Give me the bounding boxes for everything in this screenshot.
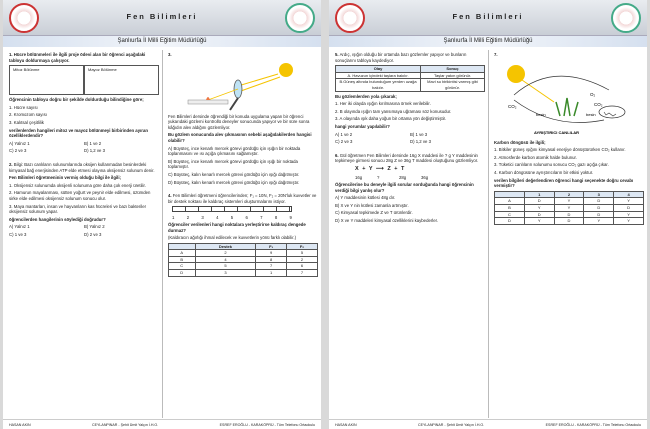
page-subtitle: Şanlıurfa İl Milli Eğitim Müdürlüğü xyxy=(3,36,321,47)
ruler-tick-label: 5 xyxy=(230,215,234,221)
mass-t: 36g xyxy=(421,174,429,180)
carbon-cycle-icon xyxy=(494,60,644,138)
list-item: 1. Her iki olayda ışığın kırılmasına örnek verilebilir. xyxy=(335,101,431,107)
column-right xyxy=(494,52,644,227)
option-a[interactable]: A) Yalnız 1 xyxy=(9,224,30,230)
option-a[interactable]: A) 1 ve 2 xyxy=(335,131,353,137)
option-c[interactable]: C) Büyüteç, kalın kenarlı mercek görevi gördüğü için ışığı dağıtmıştır. xyxy=(168,171,300,177)
table-cell: D xyxy=(554,211,584,218)
table-cell: 2 xyxy=(195,250,256,257)
question-5-ask: hangi yorumlar yapılabilir? xyxy=(335,123,390,129)
table-cell: 2 xyxy=(286,256,317,263)
option-d[interactable]: D) 2 ve 3 xyxy=(84,231,102,237)
label-besin-left: besin xyxy=(536,111,546,117)
question-4: 4. Fen Bilimleri öğretmeni öğrencilerinden; F₁ = 10N, F₂ = 20N'luk kuvvetler ve bir destek noktası ile kaldıraç sistemleri oluşturmalarını istiyor. xyxy=(168,193,317,204)
table-cell: 8 xyxy=(256,256,287,263)
table-row xyxy=(169,256,318,263)
question-1: 1. Hücre bölünmeleri ile ilgili proje ödevi alan bir öğrenci aşağıdaki tabloyu doldurmaya çalışıyor. xyxy=(9,52,146,63)
table-row xyxy=(169,263,318,270)
table-cell: B xyxy=(169,256,196,263)
option-b[interactable]: B) 1 ve 2 xyxy=(84,140,102,146)
column-header: Sonuç xyxy=(421,66,485,73)
table-row xyxy=(495,211,644,218)
table-row xyxy=(336,79,485,91)
question-6: 6. Gül öğretmen Fen Bilimleri dersinde 16g X maddesi ile ? g Y maddesinin tepkimeye girmesi sonucu 28g Z ve 36g T maddesi oluştuğunu gözlemliyor. xyxy=(335,152,479,164)
table-row xyxy=(495,198,644,205)
worksheet-page-right xyxy=(329,0,647,429)
ruler-tick-label: 2 xyxy=(186,215,190,221)
footer-school: CEYLANPINAR - Şehit Ümit Yalçın İ.H.O. xyxy=(418,423,485,427)
page-header xyxy=(3,0,321,36)
table-cell: Y xyxy=(554,204,584,211)
table-cell: D xyxy=(614,204,644,211)
list-item: 3. A olayında ışık daha yoğun bir ortama yön değiştirmiştir. xyxy=(335,116,447,122)
option-d[interactable]: D) 1,2 ve 3 xyxy=(410,139,432,145)
table-cell: D xyxy=(495,218,525,225)
school-logo-icon xyxy=(611,3,641,33)
column-header: F₁ xyxy=(256,243,287,250)
option-b[interactable]: B) X ve Y nin kütlesi zamanla artmıştır. xyxy=(335,202,409,208)
table-cell: 7 xyxy=(256,263,287,270)
table-cell: A xyxy=(169,250,196,257)
ruler-tick-label: 7 xyxy=(260,215,263,221)
page-title: Fen Bilimleri xyxy=(452,12,524,21)
option-d[interactable]: D) X ve Y maddeleri kimyasal özelliklerini kaybederler. xyxy=(335,218,439,224)
table-cell: D xyxy=(584,198,614,205)
column-right xyxy=(168,52,318,279)
table-cell: Y xyxy=(614,218,644,225)
column-header: Olay xyxy=(336,66,421,73)
footer-school: CEYLANPINAR - Şehit Ümit Yalçın İ.H.O. xyxy=(92,423,159,427)
list-item: 1. Hücre sayısı xyxy=(9,104,38,110)
column-header xyxy=(495,191,525,198)
table-cell: Y xyxy=(614,211,644,218)
table-cell: Y xyxy=(524,218,554,225)
table-cell: D xyxy=(524,198,554,205)
option-a[interactable]: A) Büyüteç, ince kenarlı mercek görevi gördüğü için ışığın bir noktada toplanmasını ve ısı açığa çıkmasını sağlamıştır. xyxy=(168,145,301,157)
question-6-ask: Öğrencilerine bu deneyle ilgili sorular sorduğunda hangi öğrencinin verdiği bilgi yanlış olur? xyxy=(335,182,474,193)
column-divider xyxy=(162,50,163,418)
option-a[interactable]: A) Y maddesinin kütlesi 48g dır. xyxy=(335,195,396,201)
table-cell: D xyxy=(584,204,614,211)
table-cell: 5 xyxy=(286,250,317,257)
list-item: 3. Tüketici canlıların solunumu sonucu CO₂ gazı açığa çıkar. xyxy=(494,162,609,168)
column-divider xyxy=(488,50,489,418)
answer-table xyxy=(494,191,644,225)
table-row xyxy=(169,270,318,277)
table-cell: D xyxy=(169,270,196,277)
table-row xyxy=(495,204,644,211)
option-b[interactable]: B) 1 ve 3 xyxy=(410,131,428,137)
lever-table xyxy=(168,243,318,277)
table-cell: 3 xyxy=(195,270,256,277)
ruler-tick-label: 8 xyxy=(274,215,278,221)
carbon-cycle-diagram xyxy=(494,60,644,138)
page-header xyxy=(329,0,647,36)
page-title: Fen Bilimleri xyxy=(126,12,198,21)
column-left xyxy=(335,52,485,226)
table-cell: Mavi su birikintisi varmış gibi görünür. xyxy=(421,79,485,91)
option-c[interactable]: C) Kimyasal tepkimede Z ve T ürünlerdir. xyxy=(335,210,413,216)
reaction-equation: X + Y ⟶ Z + T xyxy=(355,165,406,172)
table-cell: D xyxy=(524,211,554,218)
option-b[interactable]: B) Yalnız 2 xyxy=(84,224,105,230)
question-1-ask: verilenlerden hangileri mitoz ve mayoz bölünmeyi birbirinden ayıran özelliklerdendir? xyxy=(9,127,148,139)
table-header-row xyxy=(169,243,318,250)
ruler-labels xyxy=(172,215,292,221)
table-header-row xyxy=(336,66,485,73)
option-c[interactable]: C) 2 ve 3 xyxy=(335,139,353,145)
column-header: 2 xyxy=(554,191,584,198)
footer-author: HASAN AKIN xyxy=(335,423,357,427)
option-d[interactable]: D) Büyüteç, kalın kenarlı mercek görevi gördüğü için ışığı dağıtmıştır. xyxy=(168,179,300,185)
reaction-masses xyxy=(355,175,485,181)
question-7-number: 7. xyxy=(494,52,498,57)
question-2: 2. Bilgi: Bazı canlıların solunumlarında oksijen kullanmadan besinlerdeki kimyasal bağ enerjisinden ATP elde etmesi olayına oksijensiz solunum denir. xyxy=(9,161,155,173)
column-header: Destek xyxy=(195,243,256,250)
table-cell: D xyxy=(554,218,584,225)
list-item: 2. B olayında ışığın tam yansımaya uğraması söz konusudur. xyxy=(335,108,452,114)
question-5-prompt: Bu gözlemlerden yola çıkarak; xyxy=(335,93,397,99)
table-cell: 6 xyxy=(286,263,317,270)
column-header: F₂ xyxy=(286,243,317,250)
table-cell: Taşlar yakın görünür. xyxy=(421,72,485,79)
column-header: 3 xyxy=(584,191,614,198)
list-item: 2. Kromozom sayısı xyxy=(9,112,47,118)
table-header-row xyxy=(495,191,644,198)
mass-y: ? xyxy=(377,174,380,180)
question-2-prompt: öğrencilerden hangilerinin söylediği doğrudur? xyxy=(9,216,106,222)
list-item: 2. Atmosferde karbon atomik halde bulunur. xyxy=(494,154,577,160)
question-2-ask: Fen Bilimleri öğretmeninin vermiş olduğu bilgi ile ilgili; xyxy=(9,175,121,181)
label-co2-right: CO₂ xyxy=(594,101,603,107)
table-cell: Y xyxy=(614,198,644,205)
question-7-title: Karbon döngüsü ile ilgili; xyxy=(494,139,546,145)
label-co2-left: CO₂ xyxy=(508,103,517,109)
table-row xyxy=(336,72,485,79)
table-cell: 5 xyxy=(195,263,256,270)
lever-ruler xyxy=(172,206,292,212)
page-footer xyxy=(3,419,321,429)
ruler-tick-label: 4 xyxy=(216,215,219,221)
table-cell: 1 xyxy=(256,270,287,277)
table-row xyxy=(495,218,644,225)
option-c[interactable]: C) 2 ve 3 xyxy=(9,148,27,154)
list-item: 2. Hamurun mayalanması, sütten yoğurt ve peynir elde edilmesi, üzümden sirke elde edilmesi oksijensiz solunum sonucu olur. xyxy=(9,190,151,201)
question-5: 5. Ardıç, ışığın olduğu bir ortamda bazı gözlemler yapıyor ve bunların sonuçlarını tabloya kaydediyor. xyxy=(335,52,467,63)
ruler-tick-label: 6 xyxy=(245,215,248,221)
footer-author-2: ESREF EROĞLU - KARAKÖPRÜ - Tüm Telefonu Ortaokulu xyxy=(545,423,641,427)
option-c[interactable]: C) 1 ve 3 xyxy=(9,231,27,237)
observation-table xyxy=(335,65,485,91)
question-3-text: Fen Bilimleri dersinde öğrendiği bir konuda uygulama yapan bir öğrenci yukarıdaki gözlemi kontrollü deneyler sonucunda yapıyor ve bir süre sonra kâğıdın alev aldığını gözlemliyor. xyxy=(168,113,310,130)
school-logo-icon xyxy=(285,3,315,33)
table-cell: 4 xyxy=(195,256,256,263)
ruler-tick-label: 9 xyxy=(289,215,292,221)
ruler-tick-label: 1 xyxy=(172,215,175,221)
page-subtitle: Şanlıurfa İl Milli Eğitim Müdürlüğü xyxy=(329,36,647,47)
table-cell: B xyxy=(495,204,525,211)
question-3-number: 3. xyxy=(168,52,172,57)
table-cell: Y xyxy=(584,218,614,225)
ministry-logo-icon xyxy=(9,3,39,33)
column-left xyxy=(9,52,159,239)
table-cell: Y xyxy=(524,204,554,211)
table-cell: 7 xyxy=(286,270,317,277)
list-item: 1. Oksijensiz solunumda oksijenli solunuma göre daha çok enerji üretilir. xyxy=(9,182,146,188)
question-7-ask: verilen bilgileri değerlendiren öğrenci hangi seçenekte doğru cevabı vermiştir? xyxy=(494,177,634,189)
table-cell: A xyxy=(495,198,525,205)
list-item: 4. Karbon döngüsüne ayrıştırıcıların bir etkisi yoktur. xyxy=(494,169,594,175)
table-cell: C xyxy=(495,211,525,218)
list-item: 3. Kalıtsal çeşitlilik xyxy=(9,119,44,125)
label-besin-right: besin xyxy=(586,111,596,117)
decomposers-caption: AYRIŞTIRICI CANLILAR xyxy=(534,129,579,135)
option-b[interactable]: B) Büyüteç, ince kenarlı mercek görevi gördüğü için ışığı bir noktada toplamıştır. xyxy=(168,158,298,170)
table-cell: D xyxy=(584,211,614,218)
meiosis-box: Mayoz Bölünme xyxy=(84,65,159,95)
footer-author: HASAN AKIN xyxy=(9,423,31,427)
mass-z: 28g xyxy=(399,174,407,180)
column-header: 4 xyxy=(614,191,644,198)
table-cell: A. Havuzun içindeki taşlara bakılır. xyxy=(336,72,421,79)
question-4-ask: Öğrenciler verilenleri hangi noktalara yerleştirirse kaldıraç dengede durmaz? xyxy=(168,221,306,233)
mitosis-meiosis-table xyxy=(9,65,159,95)
mitosis-box: Mitoz Bölünme xyxy=(9,65,84,95)
table-row xyxy=(169,250,318,257)
option-d[interactable]: D) 1,2 ve 3 xyxy=(84,148,106,154)
question-4-note: (Kaldıracın ağırlığı ihmal edilecek ve kuvvetlerin yönü farklı olabilir.) xyxy=(168,235,297,241)
magnifier-illustration xyxy=(168,60,318,112)
option-a[interactable]: A) Yalnız 1 xyxy=(9,140,30,146)
table-cell: C xyxy=(169,263,196,270)
sun-magnifier-icon xyxy=(168,60,318,112)
question-3-ask: Bu gözlem sonucunda alev çıkmasının sebebi aşağıdakilerden hangisi olabilir? xyxy=(168,132,312,143)
ruler-tick-label: 3 xyxy=(201,215,204,221)
table-cell: Y xyxy=(554,198,584,205)
question-1-prompt: Öğrencinin tabloyu doğru bir şekilde doldurduğu bilindiğine göre; xyxy=(9,97,144,103)
page-footer xyxy=(329,419,647,429)
column-header xyxy=(169,243,196,250)
worksheet-page-left xyxy=(3,0,321,429)
list-item: 3. Maya mantarları, insan ve hayvanların kas hücreleri ve bazı bakteriler oksijensiz solunum yapar. xyxy=(9,203,147,215)
ministry-logo-icon xyxy=(335,3,365,33)
list-item: 1. Bitkiler güneş ışığını kimyasal enerjiye dönüştürürken CO₂ kullanır. xyxy=(494,147,626,153)
footer-author-2: ESREF EROĞLU - KARAKÖPRÜ - Tüm Telefonu Ortaokulu xyxy=(219,423,315,427)
label-o2: O₂ xyxy=(590,91,596,97)
column-header: 1 xyxy=(524,191,554,198)
table-cell: B.Güneş altında bulunduğum yerden uzağa bakılır. xyxy=(336,79,421,91)
table-cell: 9 xyxy=(256,250,287,257)
mass-x: 16g xyxy=(355,174,363,180)
